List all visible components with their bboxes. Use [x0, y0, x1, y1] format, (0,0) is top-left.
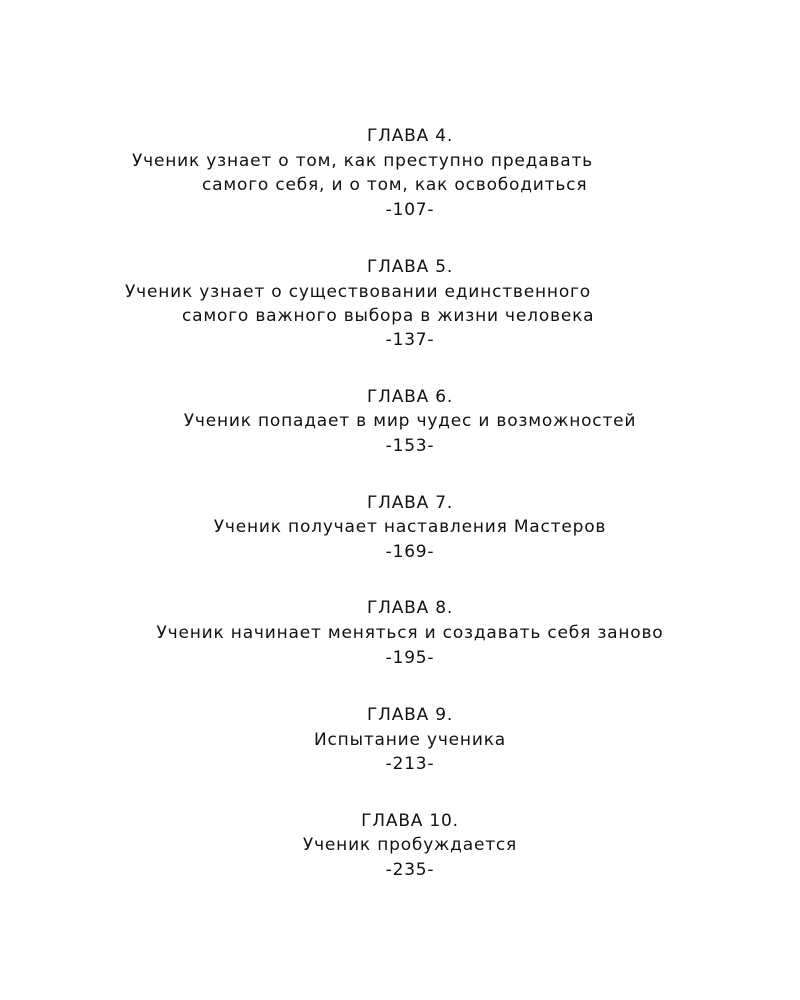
chapter-4-heading: ГЛАВА 4. [366, 126, 454, 146]
chapter-5-heading: ГЛАВА 5. [366, 257, 454, 277]
chapter-7-page-number: -169- [385, 542, 435, 562]
chapter-8-heading: ГЛАВА 8. [366, 598, 454, 618]
chapter-8-title: Ученик начинает меняться и создавать себя заново [156, 623, 664, 643]
chapter-5-title-line-1: Ученик узнает о существовании единственного [125, 282, 591, 302]
chapter-6-title: Ученик попадает в мир чудес и возможностей [183, 411, 637, 431]
chapter-6-heading: ГЛАВА 6. [366, 387, 454, 407]
chapter-4-title-line-2: самого себя, и о том, как освободиться [202, 175, 588, 195]
chapter-5-page-number: -137- [385, 330, 435, 350]
chapter-4-page-number: -107- [385, 200, 435, 220]
chapter-6-page-number: -153- [385, 436, 435, 456]
chapter-10-page-number: -235- [385, 860, 435, 880]
chapter-5-title-line-2: самого важного выбора в жизни человека [182, 306, 595, 326]
chapter-9-heading: ГЛАВА 9. [366, 705, 454, 725]
chapter-10-heading: ГЛАВА 10. [361, 811, 459, 831]
chapter-7-title: Ученик получает наставления Мастеров [213, 517, 607, 537]
chapter-4-title-line-1: Ученик узнает о том, как преступно предавать [132, 151, 593, 171]
chapter-7-heading: ГЛАВА 7. [366, 493, 454, 513]
chapter-9-title: Испытание ученика [314, 730, 506, 750]
chapter-10-title: Ученик пробуждается [302, 835, 518, 855]
chapter-8-page-number: -195- [385, 648, 435, 668]
chapter-9-page-number: -213- [385, 754, 435, 774]
